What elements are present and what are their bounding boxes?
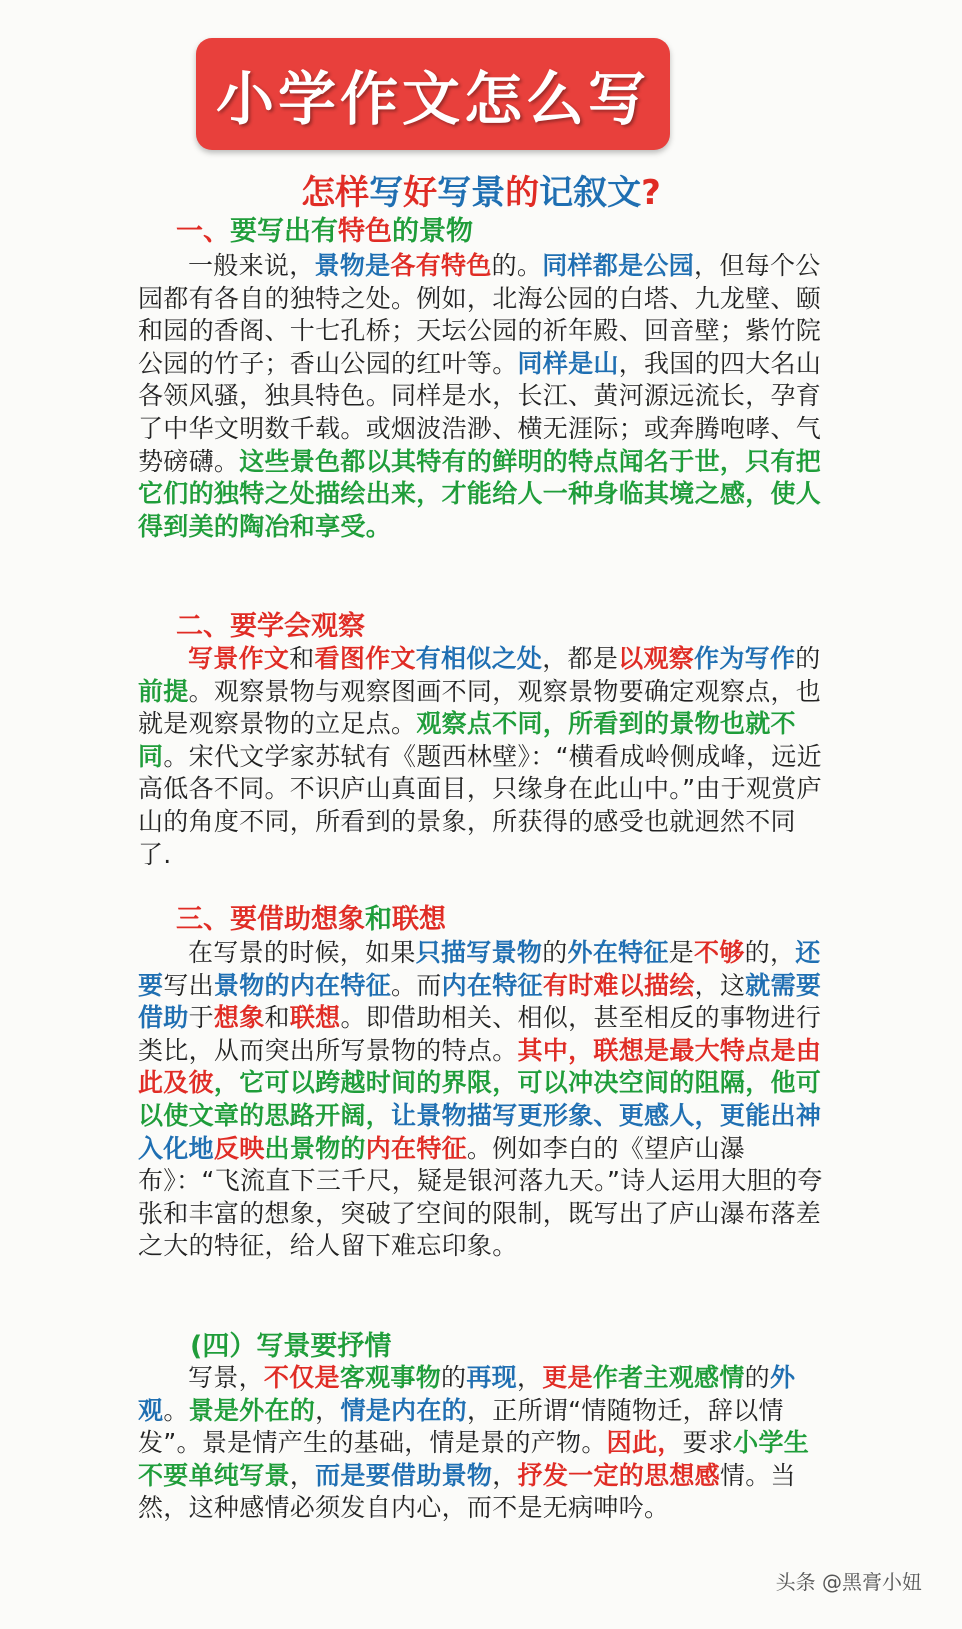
text-run: 看图作文 <box>314 644 416 673</box>
text-run: 和 <box>365 904 392 935</box>
text-run: 客观事物 <box>339 1363 442 1392</box>
watermark: 头条 @黑膏小妞 <box>775 1570 922 1594</box>
text-run: 观察 <box>311 611 365 642</box>
text-run: 景是外在的 <box>188 1395 316 1425</box>
text-run: 让景物描写更形象、更感人，更能出神入化地 <box>138 1100 822 1163</box>
text-run: 外观 <box>138 1363 796 1425</box>
text-run: 是 <box>668 938 695 967</box>
text-run: 的 <box>795 644 821 673</box>
text-run: 一、 <box>176 216 230 247</box>
text-run: 景物的内在特征 <box>213 970 392 1000</box>
section-2-heading <box>176 610 365 644</box>
text-run: 想象 <box>311 904 365 935</box>
text-run: 同样是山 <box>517 348 619 378</box>
text-run: 不仅是 <box>263 1363 340 1392</box>
text-run: 这些景色都以其特有的鲜明的特点闻名于世，只有把它们的独特之处描绘出来，才能给人一种身临其境之感，使人得到美的陶冶和享受。 <box>138 446 822 541</box>
text-run: ，我国的四大名山各领风骚，独具特色。同样是水，长江、黄河源远流长，孕育了中华文明数千载。或烟波浩渺、横无涯际；或奔腾咆哮、气势磅礴。 <box>138 348 822 476</box>
section-1-paragraph <box>138 250 828 543</box>
text-run: 景物是 <box>314 251 391 280</box>
text-run: 有相似之处 <box>415 644 543 673</box>
text-run: 想象 <box>213 1003 265 1033</box>
text-run: 的 <box>542 938 568 967</box>
text-run: 不够 <box>694 938 745 967</box>
section-1-heading <box>176 215 473 249</box>
text-run: 要写出有 <box>230 216 338 247</box>
text-run: 而是要借助景物 <box>315 1460 493 1490</box>
text-run: 情是内在的 <box>340 1395 467 1425</box>
text-run: 的 <box>744 1363 770 1392</box>
text-run: 外在特征 <box>567 938 669 967</box>
text-run: 三、要借助 <box>176 904 311 935</box>
section-4-heading <box>190 1330 391 1364</box>
text-run: 二、要学会 <box>176 611 311 642</box>
text-run: 更是 <box>542 1363 593 1392</box>
text-run: 写出 <box>163 970 214 1000</box>
text-run: ， <box>315 1395 341 1425</box>
text-run: 就需要借助 <box>138 970 822 1033</box>
text-run: ，正所谓“情随物迁，辞以情发”。景是情产生的基础，情是景的产物。 <box>138 1395 784 1458</box>
text-run: 联想 <box>392 904 446 935</box>
text-run: 只描写景物 <box>415 938 543 967</box>
text-run: 。即借助相关、相似，甚至相反的事物进行类比，从而突出所写景物的特点。 <box>138 1003 822 1065</box>
text-run: 写景作文 <box>188 644 290 673</box>
text-run: 。 <box>163 1395 189 1425</box>
text-run: 的 <box>441 1363 467 1392</box>
text-run: 抒发一定的思想感 <box>517 1460 720 1490</box>
text-run: 的。 <box>491 251 543 280</box>
text-run: 作为写作 <box>694 644 796 673</box>
text-run: 同样都是公园 <box>542 251 695 280</box>
text-run: 。例如李白的《望庐山瀑布》：“飞流直下三千尺，疑是银河落九天。”诗人运用大胆的夸张和丰富的想象，突破了空间的限制，既写出了庐山瀑布落差之大的特征，给人留下难忘印象。 <box>138 1133 823 1261</box>
text-run: 好 <box>403 173 438 213</box>
text-run: 和 <box>289 644 315 673</box>
text-run: 的， <box>744 938 796 967</box>
text-run: 观察点不同，所看到的景物也就不同 <box>138 709 796 771</box>
text-run: 。宋代文学家苏轼有《题西林壁》：“横看成岭侧成峰，远近高低各不同。不识庐山真面目，只缘身在此山中。”由于观赏庐山的角度不同，所看到的景象，所获得的感受也就迥然不同了. <box>138 741 822 869</box>
text-run: 反映 <box>213 1133 265 1163</box>
text-run: 写 <box>369 173 404 213</box>
section-3-heading <box>176 903 446 937</box>
text-run: 情。当然，这种感情必须发自内心，而不是无病呻吟。 <box>138 1460 796 1523</box>
text-run: 写景， <box>188 1363 264 1392</box>
page-title: 小学作文怎么写 <box>215 65 650 133</box>
text-run: 的 <box>505 173 540 213</box>
title-banner <box>196 38 670 150</box>
text-run: 记叙文 <box>539 173 642 213</box>
subtitle <box>0 168 962 218</box>
text-run: 特色 <box>338 216 392 247</box>
text-run: 内在特征 <box>441 970 543 1000</box>
text-run: 内在特征 <box>365 1133 467 1163</box>
text-run: 怎样 <box>301 173 370 213</box>
text-run: 各有特色 <box>390 251 492 280</box>
text-run: 以观察 <box>618 644 695 673</box>
text-run: ? <box>641 173 661 213</box>
text-run: 写景 <box>437 173 506 213</box>
text-run: ， <box>289 1460 316 1490</box>
text-run: ，都是 <box>542 644 619 673</box>
section-3-paragraph <box>138 937 828 1263</box>
text-run: 因此， <box>606 1428 683 1458</box>
text-run: 在写景的时候，如果 <box>188 938 416 967</box>
section-4-paragraph <box>138 1362 828 1525</box>
text-run: ，它可以跨越时间的界限，可以冲决空间的阻隔，他可以使文章的思路开阔， <box>138 1068 822 1130</box>
text-run: 其中，联想是最大特点是由此及彼 <box>138 1035 822 1098</box>
text-run: 有时难以描绘 <box>542 970 695 1000</box>
text-run: 要求 <box>682 1428 734 1458</box>
text-run: 前提 <box>138 676 189 706</box>
section-2-paragraph <box>138 643 828 871</box>
text-run: 于 <box>188 1003 214 1033</box>
text-run: 还要 <box>138 938 821 1000</box>
text-run: 的景物 <box>392 216 473 247</box>
text-run: ，这 <box>694 970 746 1000</box>
text-run: 再现 <box>466 1363 517 1392</box>
text-run: 出景物的 <box>264 1133 366 1163</box>
text-run: 。观察景物与观察图画不同，观察景物要确定观察点，也就是观察景物的立足点。 <box>138 676 822 739</box>
text-run: 一般来说， <box>188 251 315 280</box>
text-run: 和 <box>264 1003 290 1033</box>
text-run: ， <box>492 1460 518 1490</box>
text-run: ， <box>516 1363 543 1392</box>
text-run: 。而 <box>391 970 442 1000</box>
text-run: (四）写景要抒情 <box>190 1331 392 1362</box>
text-run: 作者主观感情 <box>592 1363 745 1392</box>
text-run: 联想 <box>289 1003 341 1033</box>
text-run: ，但每个公园都有各自的独特之处。例如，北海公园的白塔、九龙壁、颐和园的香阁、十七孔桥；天坛公园的祈年殿、回音壁；紫竹院公园的竹子；香山公园的红叶等。 <box>138 251 822 378</box>
text-run: 小学生不要单纯写景 <box>138 1428 810 1490</box>
